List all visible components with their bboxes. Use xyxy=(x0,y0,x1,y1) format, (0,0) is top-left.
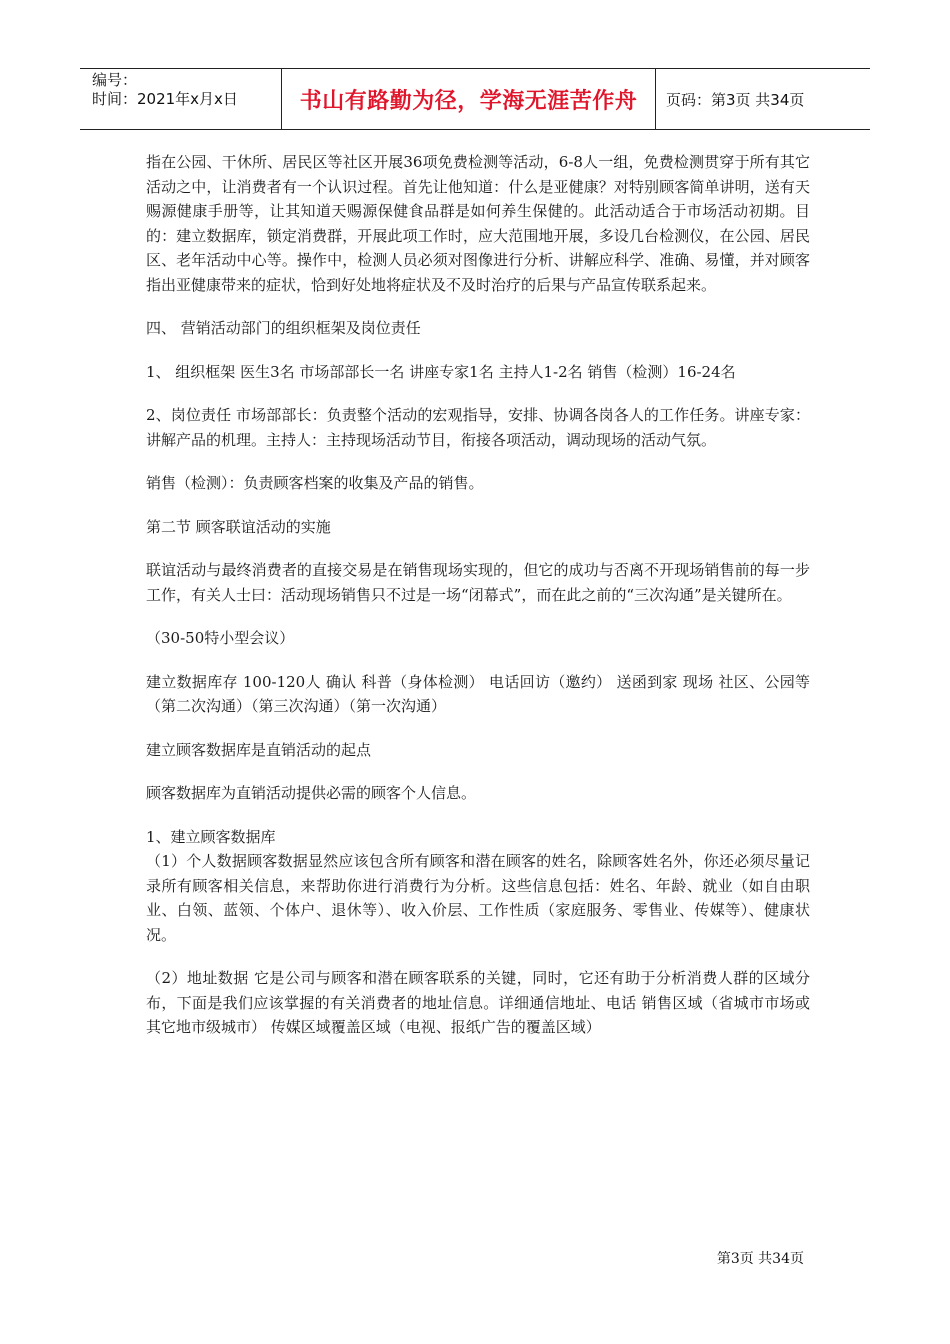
header-meta xyxy=(80,69,282,129)
paragraph-event-intro: 联谊活动与最终消费者的直接交易是在销售现场实现的，但它的成功与否离不开现场销售前的每一步工作，有关人士曰：活动现场销售只不过是一场“闭幕式”，而在此之前的“三次沟通”是关键所在。 xyxy=(146,561,810,604)
paragraph-sales-duties: 销售（检测）：负责顾客档案的收集及产品的销售。 xyxy=(146,474,484,492)
section-heading-organization: 四、 营销活动部门的组织框架及岗位责任 xyxy=(146,319,421,337)
paragraph-meeting-size: （30-50特小型会议） xyxy=(146,629,295,647)
paragraph-job-duties: 2、岗位责任 市场部部长：负责整个活动的宏观指导，安排、协调各岗各人的工作任务。讲座专家：讲解产品的机理。主持人：主持现场活动节目，衔接各项活动，调动现场的活动气氛。 xyxy=(146,406,810,449)
section-heading-customer-events: 第二节 顾客联谊活动的实施 xyxy=(146,517,331,536)
header-motto: 书山有路勤为径，学海无涯苦作舟 xyxy=(282,69,656,129)
header-page-number: 页码：第3页 共34页 xyxy=(666,90,805,109)
document-date-label: 时间：2021年x月x日 xyxy=(92,90,238,108)
paragraph-database-purpose: 顾客数据库为直销活动提供必需的顾客个人信息。 xyxy=(146,784,477,802)
document-body xyxy=(146,150,810,1059)
paragraph-free-testing: 指在公园、干休所、居民区等社区开展36项免费检测等活动，6-8人一组，免费检测贯穿于所有其它活动之中，让消费者有一个认识过程。首先让他知道：什么是亚健康？对特别顾客简单讲明，送有天赐源健康手册等，让其知道天赐源保健食品群是如何养生保健的。此活动适合于市场活动初期。目的：建立数据库，锁定消费群，开展此项工作时，应大范围地开展，多设几台检测仪，在公园、居民区、老年活动中心等。操作中，检测人员必须对图像进行分析、讲解应科学、准确、易懂，并对顾客指出亚健康带来的症状，恰到好处地将症状及不及时治疗的后果与产品宣传联系起来。 xyxy=(146,153,810,294)
paragraph-personal-data: （1）个人数据顾客数据显然应该包含所有顾客和潜在顾客的姓名，除顾客姓名外，你还必须尽量记录所有顾客相关信息，来帮助你进行消费行为分析。这些信息包括：姓名、年龄、就业（如自由职业、白领、蓝领、个体户、退休等）、收入价层、工作性质（家庭服务、零售业、传媒等）、健康状况。 xyxy=(146,852,810,944)
paragraph-address-data: （2）地址数据 它是公司与顾客和潜在顾客联系的关键，同时，它还有助于分析消费人群的区域分布，下面是我们应该掌握的有关消费者的地址信息。详细通信地址、电话 销售区域（省城市市场或其它地市级城市） 传媒区域覆盖区域（电视、报纸广告的覆盖区域） xyxy=(146,969,810,1036)
subheading-build-database: 1、建立顾客数据库 xyxy=(146,827,276,846)
paragraph-database-flow: 建立数据库存 100-120人 确认 科普（身体检测） 电话回访（邀约） 送函到家 现场 社区、公园等（第二次沟通）（第三次沟通）（第一次沟通） xyxy=(146,672,810,715)
page-footer: 第3页 共34页 xyxy=(716,1251,804,1267)
paragraph-database-start: 建立顾客数据库是直销活动的起点 xyxy=(146,740,372,759)
page-header xyxy=(80,68,870,130)
document-number-label: 编号： xyxy=(92,71,138,89)
paragraph-org-framework: 1、 组织框架 医生3名 市场部部长一名 讲座专家1名 主持人1-2名 销售（检测）16-24名 xyxy=(146,362,736,381)
